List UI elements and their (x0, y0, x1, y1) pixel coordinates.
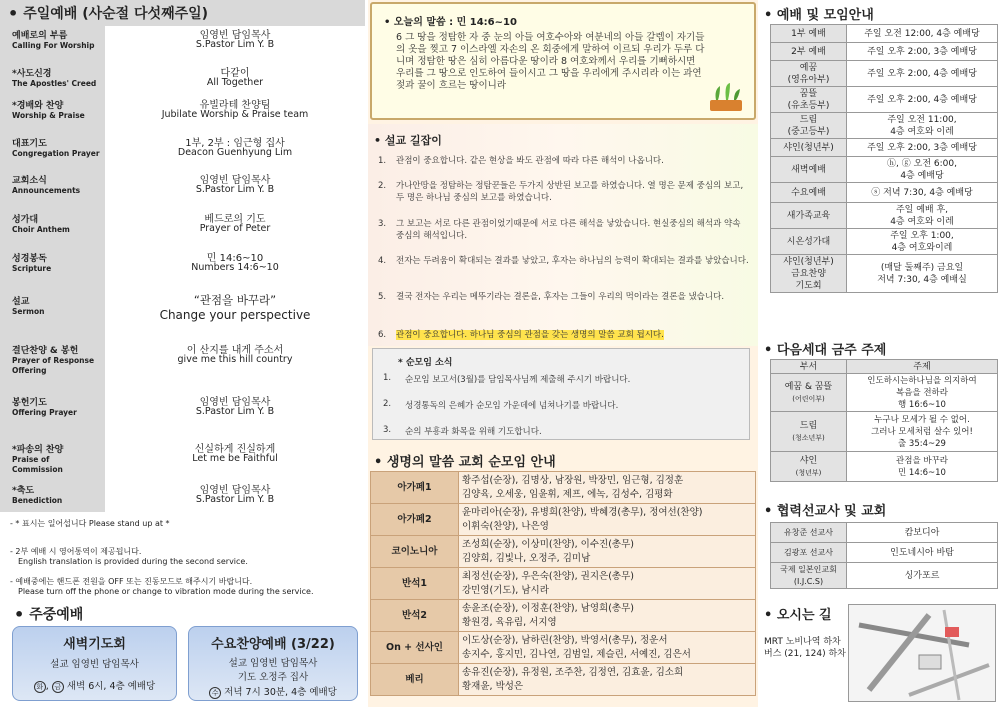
schedule-value: 주일 오전 11:00, 4층 여호와 이레 (847, 113, 998, 139)
tuesday-icon: 화 (34, 681, 46, 693)
weekday-worship-header (14, 604, 83, 624)
cell-name: 반석2 (371, 600, 459, 632)
schedule-value: 주일 오후 1:00, 4층 여호와이레 (847, 229, 998, 255)
mission-name: 국제 일본인교회 (I.J.C.S) (771, 563, 847, 589)
cell-name: On + 선사인 (371, 632, 459, 664)
news-item: 1. 순모임 보고서(3월)를 담임목사님께 제출해 주시기 바랍니다. (383, 373, 631, 385)
dawn-prayer-title: 새벽기도회 (63, 637, 126, 652)
schedule-value: 주일 예배 후, 4층 여호와 이레 (847, 203, 998, 229)
note-phone: - 예배중에는 핸드폰 전원을 OFF 또는 진동모드로 해주시기 바랍니다. Please turn off the phone or change to vibration mode during the service. (10, 577, 314, 596)
cell-members: 송유진(순장), 유정원, 조주찬, 김정연, 김효윤, 김소희 황재윤, 박성은 (459, 664, 756, 696)
table-row (771, 452, 998, 482)
mission-location: 캄보디아 (847, 523, 998, 543)
cell-name: 아가페2 (371, 504, 459, 536)
cell-name: 베리 (371, 664, 459, 696)
dawn-prayer-preacher: 설교 임영빈 담임목사 (50, 659, 139, 670)
order-item-label-en: Announcements (12, 186, 81, 195)
schedule-label: 2부 예배 (771, 43, 847, 61)
schedule-label: 샤인(청년부) (771, 139, 847, 157)
cell-name: 아가페1 (371, 472, 459, 504)
order-item-label: 봉헌기도 (12, 398, 47, 408)
schedule-label: 1부 예배 (771, 25, 847, 43)
nextgen-dept: 드림 (청소년부) (771, 412, 847, 452)
sermon-guide-title: • 설교 길잡이 (374, 134, 442, 147)
table-row (771, 157, 998, 183)
order-item-value: 임영빈 담임목사 (199, 485, 271, 496)
order-item-value: 1부, 2부 : 임근형 집사 (185, 138, 285, 149)
order-item-value-en: S.Pastor Lim Y. B (195, 39, 275, 50)
order-item-label: 설교 (12, 297, 30, 307)
schedule-label: 시온성가대 (771, 229, 847, 255)
schedule-label: 새가족교육 (771, 203, 847, 229)
cell-members: 황주섭(순장), 김명상, 남장원, 박장민, 임근형, 김정훈 김양육, 오세웅, 임윤휘, 제프, 에녹, 김성수, 김평화 (459, 472, 756, 504)
nextgen-topic: 관점을 바꾸라 민 14:6~10 (847, 452, 998, 482)
order-item (0, 341, 365, 381)
directions-title: • 오시는 길 (764, 608, 832, 623)
order-item-label: *경배와 찬양 (12, 101, 64, 111)
table-row (371, 568, 756, 600)
missions-title: • 협력선교사 및 교회 (764, 504, 887, 519)
mission-location: 인도네시아 바탐 (847, 543, 998, 563)
order-item-label-en: Prayer of Response Offering (12, 356, 95, 375)
order-item-label: *사도신경 (12, 69, 52, 79)
order-item-value: 베드로의 기도 (204, 214, 266, 225)
order-item-value-en: Jubilate Worship & Praise team (161, 109, 309, 120)
cell-name: 코이노니아 (371, 536, 459, 568)
order-item-value-en: Deacon Guenhyung Lim (177, 147, 293, 158)
order-item-label-en: Praise of Commission (12, 455, 63, 474)
order-item-label-en: Scripture (12, 264, 52, 273)
order-item-value: 이 산지를 내게 주소서 (186, 345, 284, 356)
table-row (371, 504, 756, 536)
schedule-label: 드림 (중고등부) (771, 113, 847, 139)
bullet-icon: • (8, 3, 19, 23)
sunday-worship-header (0, 0, 365, 26)
cell-news-box (372, 348, 750, 440)
order-item-value-en: Numbers 14:6~10 (191, 262, 279, 273)
order-item (0, 292, 365, 332)
sermon-column (368, 0, 758, 707)
table-row (771, 523, 998, 543)
cell-members: 이도상(순장), 남하린(찬양), 박영서(총무), 정운서 송지수, 홍지민, 김나연, 김범일, 제슬린, 서예진, 김은서 (459, 632, 756, 664)
dawn-prayer-box (12, 626, 177, 701)
nextgen-dept: 샤인 (청년부) (771, 452, 847, 482)
cell-members: 윤마리아(순장), 유병희(찬양), 박혜경(총무), 정여선(찬양) 이휘숙(찬양), 나은영 (459, 504, 756, 536)
table-row (771, 183, 998, 203)
schedule-table (770, 24, 998, 293)
schedule-value: 주일 오후 2:00, 3층 예배당 (847, 43, 998, 61)
nextgen-table (770, 359, 998, 482)
table-row (371, 536, 756, 568)
table-row (771, 203, 998, 229)
table-row (371, 632, 756, 664)
cell-members: 송윤조(순장), 이정훈(찬양), 남영희(총무) 황원경, 육유림, 서지영 (459, 600, 756, 632)
todays-word-text: 6 그 땅을 정탐한 자 중 눈의 아들 여호수아와 여분네의 아들 갈렙이 자기들의 옷을 찢고 7 이스라엘 자손의 온 회중에게 말하여 이르되 우리가 두루 다니며 정탐한 땅은 심히 아름다운 땅이라 8 여호와께서 우리를 기뻐하시면 우리를 그 땅으로 인도하여 들이시고 그 땅을 우리에게 주시리라 이는 과연 젖과 꿀이 흐르는 땅이니라 (396, 32, 705, 91)
order-item-value: 임영빈 담임목사 (199, 30, 271, 41)
order-item (0, 481, 365, 521)
schedule-label: 샤인(청년부) 금요찬양 기도회 (771, 255, 847, 293)
order-item (0, 26, 365, 66)
mission-name: 유창준 선교사 (771, 523, 847, 543)
schedule-value: 주일 오후 2:00, 4층 예배당 (847, 87, 998, 113)
order-item (0, 210, 365, 250)
order-item-label: *파송의 찬양 (12, 445, 64, 455)
nextgen-topic: 누구나 모세가 될 수 없어. 그러나 모세처럼 살수 있어! 출 35:4~29 (847, 412, 998, 452)
order-item-value: 신실하게 진실하게 (194, 444, 276, 455)
table-row (771, 412, 998, 452)
order-item-value: 유빌라테 찬양팀 (199, 100, 271, 111)
directions-text: MRT 노비나역 하차 버스 (21, 124) 하차 (764, 637, 846, 659)
table-row (771, 87, 998, 113)
order-item-label-en: Worship & Praise (12, 111, 85, 120)
table-row (771, 43, 998, 61)
sunday-worship-title: 주일예배 (사순절 다섯째주일) (23, 6, 209, 22)
schedule-label: 꿈뜰 (유초등부) (771, 87, 847, 113)
dawn-prayer-time: 화 , 금 새벽 6시, 4층 예배당 (13, 678, 176, 693)
cell-members: 조성희(순장), 이상미(찬양), 이수진(총무) 김양희, 김빛나, 오정주, 김미남 (459, 536, 756, 568)
order-item-value: 임영빈 담임목사 (199, 397, 271, 408)
order-item-value-en: S.Pastor Lim Y. B (195, 406, 275, 417)
order-item (0, 393, 365, 433)
order-item-value: 임영빈 담임목사 (199, 175, 271, 186)
order-item-label: 결단찬양 & 봉헌 (12, 346, 79, 356)
schedule-value: (매달 둘째주) 금요일 저녁 7:30, 4층 예배실 (847, 255, 998, 293)
nextgen-title: • 다음세대 금주 주제 (764, 343, 887, 358)
order-item-label: 교회소식 (12, 176, 47, 186)
guide-item: 3. 그 보고는 서로 다른 관점이었기때문에 서로 다른 해석을 낳았습니다. 현실중심의 해석과 약속 중심의 해석입니다. (378, 219, 741, 241)
info-column (760, 0, 1000, 707)
order-item-value-en: Prayer of Peter (199, 223, 271, 234)
schedule-value: 주일 오전 12:00, 4층 예배당 (847, 25, 998, 43)
order-item-label-en: Sermon (12, 307, 45, 316)
order-item-value-en: S.Pastor Lim Y. B (195, 184, 275, 195)
cell-name: 반석1 (371, 568, 459, 600)
order-item-value-en: Let me be Faithful (192, 453, 278, 464)
wednesday-icon: 수 (209, 687, 221, 699)
order-item (0, 249, 365, 289)
schedule-title: • 예배 및 모임안내 (764, 8, 874, 23)
table-row (771, 543, 998, 563)
wednesday-worship-prayer: 기도 오정주 집사 (237, 672, 309, 683)
order-item (0, 440, 365, 480)
order-item (0, 96, 365, 136)
schedule-label: 예꿈 (영유아부) (771, 61, 847, 87)
table-row (771, 229, 998, 255)
nextgen-topic: 인도하시는하나님을 의지하여 복음을 전하라 행 16:6~10 (847, 374, 998, 412)
mission-name: 김광포 선교사 (771, 543, 847, 563)
order-of-worship-column (0, 0, 365, 707)
order-item (0, 171, 365, 211)
order-item-label-en: Benediction (12, 496, 63, 505)
nextgen-head-topic: 주제 (847, 360, 998, 374)
note-stand-up: - * 표시는 일어섭니다 Please stand up at * (10, 519, 170, 528)
wednesday-worship-time: 수 저녁 7시 30분, 4층 예배당 (189, 684, 357, 699)
order-item-label: 성가대 (12, 215, 39, 225)
schedule-value: ⓢ 저녁 7:30, 4층 예배당 (847, 183, 998, 203)
order-item-label-en: Choir Anthem (12, 225, 70, 234)
order-item-value: 다같이 (220, 68, 250, 79)
cell-members: 최정선(순장), 우은숙(찬양), 권지은(총무) 강민영(기도), 남시라 (459, 568, 756, 600)
cell-group-title: • 생명의 말씀 교회 순모임 안내 (374, 455, 556, 470)
order-item-label-en: Calling For Worship (12, 41, 95, 50)
plant-pot-icon (706, 82, 746, 112)
mission-location: 싱가포르 (847, 563, 998, 589)
cell-news-title: * 순모임 소식 (398, 358, 453, 368)
guide-item: 6. 관점이 중요합니다. 하나님 중심의 관점을 갖는 생명의 말씀 교회 됩시다. (378, 330, 664, 340)
table-row (371, 600, 756, 632)
table-row (771, 61, 998, 87)
missions-table (770, 522, 998, 589)
order-item-value: 민 14:6~10 (206, 253, 264, 264)
nextgen-head-dept: 부서 (771, 360, 847, 374)
schedule-value: 주일 오후 2:00, 3층 예배당 (847, 139, 998, 157)
news-item: 2. 성경통독의 은혜가 순모임 가운데에 넘쳐나기를 바랍니다. (383, 399, 619, 411)
table-row (371, 472, 756, 504)
table-row (771, 25, 998, 43)
guide-item: 2. 가나안땅을 정탐하는 정탐꾼들은 두가지 상반된 보고를 하였습니다. 열 명은 문제 중심의 보고, 두 명은 하나님 중심의 보고를 하였습니다. (378, 181, 744, 203)
bullet-icon: • (14, 604, 25, 624)
order-item-label-en: Congregation Prayer (12, 149, 100, 158)
schedule-value: ⓗ, ⓖ 오전 6:00, 4층 예배당 (847, 157, 998, 183)
wednesday-worship-title: 수요찬양예배 (3/22) (211, 637, 335, 652)
schedule-label: 새벽예배 (771, 157, 847, 183)
guide-item: 1. 관점이 중요합니다. 같은 현상을 봐도 관점에 따라 다른 해석이 나옵니다. (378, 156, 664, 166)
table-row (771, 255, 998, 293)
order-item-label: 성경봉독 (12, 254, 47, 264)
todays-word-title: • 오늘의 말씀 : 민 14:6~10 (384, 17, 517, 28)
order-item (0, 134, 365, 174)
todays-word-box (370, 2, 756, 120)
table-row (771, 374, 998, 412)
order-item-value: “관점을 바꾸라” (193, 293, 277, 307)
order-item-label: 예배로의 부름 (12, 31, 68, 41)
guide-item: 4. 전자는 두려움이 확대되는 결과를 낳았고, 후자는 하나님의 능력이 확대되는 결과를 낳았습니다. (378, 256, 749, 266)
sermon-guide-box (368, 124, 758, 346)
wednesday-worship-box (188, 626, 358, 701)
note-translation: - 2부 예배 시 영어통역이 제공됩니다. English translation is provided during the second service. (10, 547, 248, 566)
table-row (371, 664, 756, 696)
friday-icon: 금 (52, 681, 64, 693)
table-row (771, 113, 998, 139)
guide-item: 5. 결국 전자는 우리는 메뚜기라는 결론을, 후자는 그들이 우리의 먹이라는 결론을 냈습니다. (378, 292, 725, 302)
order-item-label: *축도 (12, 486, 35, 496)
wednesday-worship-preacher: 설교 임영빈 담임목사 (228, 658, 318, 669)
table-row (771, 563, 998, 589)
weekday-worship-title: 주중예배 (29, 607, 84, 623)
news-item: 3. 순의 부흥과 화목을 위해 기도합니다. (383, 425, 542, 437)
schedule-label: 수요예배 (771, 183, 847, 203)
nextgen-dept: 예꿈 & 꿈뜰 (어린이부) (771, 374, 847, 412)
order-item-value-en: Change your perspective (159, 308, 311, 322)
table-row (771, 139, 998, 157)
order-item-label-en: The Apostles' Creed (12, 79, 97, 88)
order-item-value-en: give me this hill country (177, 354, 293, 365)
order-item-value-en: S.Pastor Lim Y. B (195, 494, 275, 505)
order-item-label: 대표기도 (12, 139, 47, 149)
order-item-label-en: Offering Prayer (12, 408, 77, 417)
schedule-value: 주일 오후 2:00, 4층 예배당 (847, 61, 998, 87)
map-icon (849, 605, 997, 703)
location-map[interactable] (848, 604, 996, 702)
order-item-value-en: All Together (206, 77, 264, 88)
cell-group-table (370, 471, 756, 696)
